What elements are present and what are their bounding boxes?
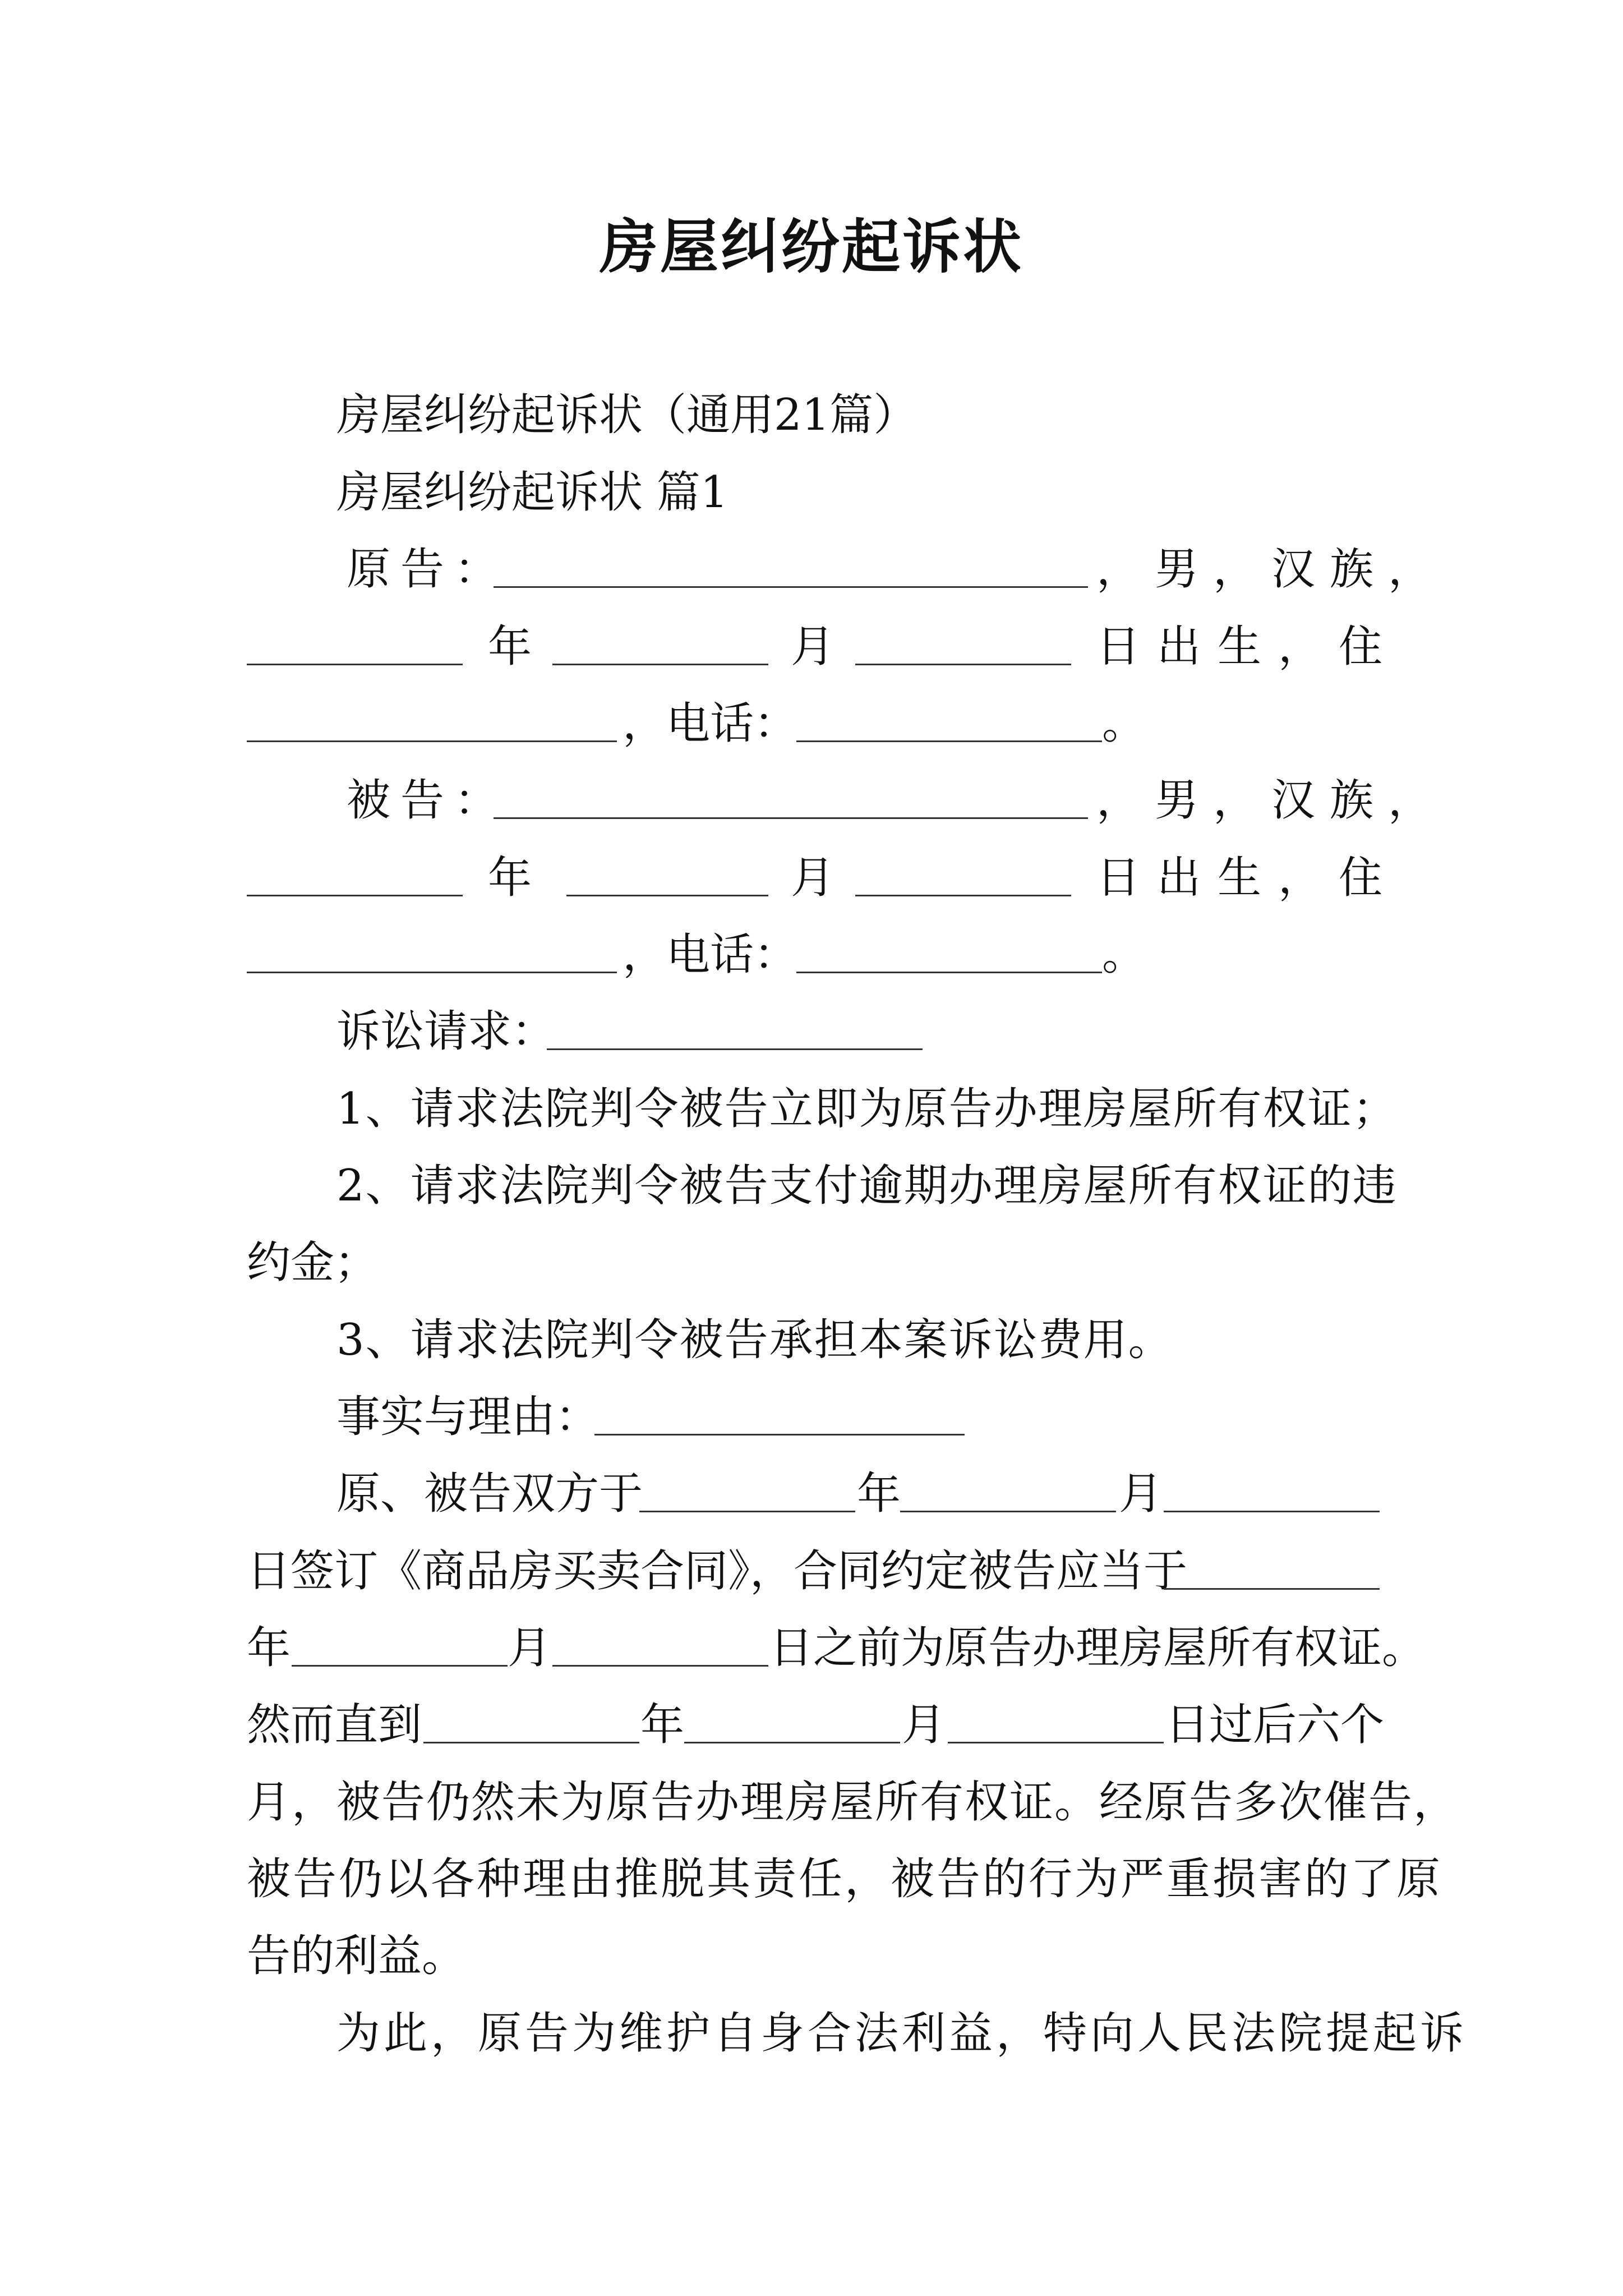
facts-line-4-start: 然而直到 [247,1700,422,1750]
defendant-end: 。 [1102,930,1146,980]
plaintiff-birth-month-blank [552,664,768,665]
deadline-day-blank [552,1665,768,1667]
facts-line-1-month: 月 [1119,1469,1163,1519]
facts-line-4-end: 日过后六个 [1165,1700,1385,1750]
facts-line-3-month: 月 [508,1623,552,1673]
document-title: 房屋纠纷起诉状 [599,212,1023,281]
facts-blank [594,1434,965,1435]
facts-line-3-year: 年 [247,1623,291,1673]
plaintiff-gender-ethnicity: ，男，汉族， [1096,544,1447,595]
defendant-birth-month-blank [566,895,768,896]
facts-line-4-year: 年 [640,1700,685,1750]
section-heading: 房屋纠纷起诉状 篇1 [336,467,728,518]
plaintiff-name-blank [494,586,1088,588]
closing-paragraph: 为此，原告为维护自身合法利益，特向人民法院提起诉 [336,2008,1468,2059]
claims-blank [547,1048,923,1050]
overdue-month-blank [684,1742,900,1743]
claim-item: 2、请求法院判令被告支付逾期办理房屋所有权证的违 [336,1161,1398,1211]
overdue-day-blank [948,1742,1164,1743]
facts-line-6: 被告仍以各种理由推脱其责任，被告的行为严重损害的了原 [247,1854,1443,1904]
defendant-month-label: 月 [791,853,835,903]
facts-line-1-start: 原、被告双方于 [336,1469,643,1519]
plaintiff-birth-residence: 日出生，住 [1096,622,1400,672]
plaintiff-month-label: 月 [791,622,835,672]
defendant-birth-day-blank [855,895,1071,896]
defendant-name-blank [494,817,1088,819]
facts-line-4-month: 月 [902,1700,946,1750]
defendant-address-blank [247,972,617,973]
plaintiff-phone-label: ，电话： [623,698,798,749]
deadline-year-blank [1164,1588,1380,1590]
facts-line-5: 月，被告仍然未为原告办理房屋所有权证。经原告多次催告， [247,1777,1459,1828]
contract-day-blank [1164,1511,1380,1512]
defendant-label: 被告： [347,775,509,826]
defendant-birth-residence: 日出生，住 [1096,853,1400,903]
facts-line-7: 告的利益。 [247,1931,466,1981]
contract-year-blank [639,1511,855,1512]
plaintiff-end: 。 [1102,698,1146,749]
facts-line-3-end: 日之前为原告办理房屋所有权证。 [769,1623,1426,1673]
overdue-year-blank [423,1742,639,1743]
defendant-gender-ethnicity: ，男，汉族， [1096,775,1447,826]
plaintiff-birth-day-blank [855,664,1071,665]
plaintiff-address-blank [247,740,617,742]
defendant-birth-year-blank [247,895,463,896]
defendant-year-label: 年 [488,853,532,903]
claim-item-continuation: 约金； [247,1237,379,1288]
facts-line-1-year: 年 [857,1469,901,1519]
facts-line-2: 日签订《商品房买卖合同》，合同约定被告应当于 [247,1546,1188,1596]
claim-item: 1、请求法院判令被告立即为原告办理房屋所有权证； [336,1084,1398,1134]
plaintiff-phone-blank [796,740,1102,742]
claim-item: 3、请求法院判令被告承担本案诉讼费用。 [336,1315,1173,1365]
plaintiff-year-label: 年 [488,622,532,672]
document-subtitle: 房屋纠纷起诉状（通用21篇） [336,390,917,440]
defendant-phone-blank [796,972,1102,973]
plaintiff-birth-year-blank [247,664,463,665]
defendant-phone-label: ，电话： [623,930,798,980]
plaintiff-label: 原告： [347,544,509,595]
claims-label: 诉讼请求： [336,1006,556,1057]
facts-label: 事实与理由： [336,1392,600,1442]
deadline-month-blank [292,1665,508,1667]
contract-month-blank [900,1511,1116,1512]
